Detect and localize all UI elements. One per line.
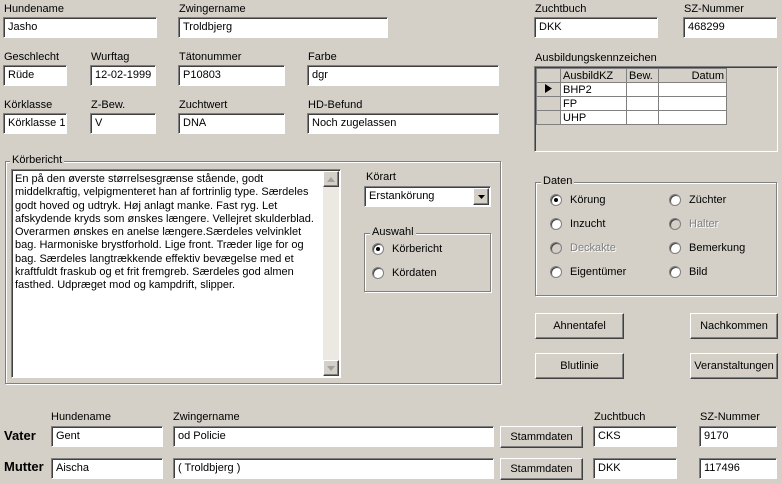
blutlinie-button[interactable]: Blutlinie [535,353,624,379]
daten-option-zuechter[interactable] [669,194,726,206]
ausbildung-title: Ausbildungskennzeichen [535,52,657,64]
ausbildung-grid[interactable] [534,66,778,152]
grid-cell-bew[interactable] [627,111,659,125]
radio-label: Bemerkung [689,242,746,254]
parent-zuchtbuch-label: Zuchtbuch [594,411,646,423]
daten-option-deckakte [550,242,616,254]
koerart-value: Erstankörung [369,190,435,202]
mutter-sz-nummer-field[interactable]: 117496 [699,458,777,479]
z-bew-field[interactable]: V [90,113,156,134]
hundename-label: Hundename [4,3,64,15]
radio-label: Eigentümer [570,266,627,278]
chevron-down-icon[interactable] [473,188,489,205]
daten-option-eigentuemer[interactable] [550,266,626,278]
hd-befund-field[interactable]: Noch zugelassen [307,113,499,134]
grid-header-bew[interactable]: Bew. [627,69,659,83]
vater-hundename-field[interactable]: Gent [51,426,163,447]
vater-zuchtbuch-field[interactable]: CKS [593,426,677,447]
radio-label: Deckakte [570,242,616,254]
parent-hundename-label: Hundename [51,411,111,423]
grid-cell-kz[interactable]: FP [561,97,627,111]
table-row[interactable] [537,97,727,111]
vater-zwingername-field[interactable]: od Policie [173,426,494,447]
scrollbar[interactable] [323,171,339,376]
auswahl-group [364,233,491,292]
scroll-down-icon[interactable] [323,360,339,376]
radio-label: Körbericht [392,243,443,255]
koerklasse-label: Körklasse [4,99,53,111]
wurftag-field[interactable]: 12-02-1999 [90,65,156,86]
grid-cell-datum[interactable] [659,83,727,97]
zuchtbuch-field[interactable]: DKK [534,17,658,38]
zwingername-field[interactable]: Troldbjerg [178,17,388,38]
daten-option-koerung[interactable] [550,194,605,206]
hd-befund-label: HD-Befund [308,99,363,111]
daten-title: Daten [543,175,573,187]
radio-checked-icon[interactable] [372,243,384,255]
veranstaltungen-button[interactable]: Veranstaltungen [690,353,778,379]
wurftag-label: Wurftag [91,51,130,63]
parent-sz-nummer-label: SZ-Nummer [700,411,760,423]
radio-icon [550,242,562,254]
radio-label: Körung [570,194,606,206]
radio-label: Züchter [689,194,727,206]
grid-header-kz[interactable]: AusbildKZ [561,69,627,83]
table-row[interactable] [537,83,727,97]
radio-label: Kördaten [392,267,437,279]
grid-corner [537,69,561,83]
farbe-field[interactable]: dgr [307,65,499,86]
row-selector[interactable] [537,111,561,125]
vater-stammdaten-button[interactable]: Stammdaten [500,426,583,448]
zuchtwert-field[interactable]: DNA [178,113,285,134]
mutter-zuchtbuch-field[interactable]: DKK [593,458,677,479]
radio-label: Inzucht [570,218,606,230]
radio-icon[interactable] [669,242,681,254]
grid-cell-kz[interactable]: UHP [561,111,627,125]
auswahl-option-koerdaten[interactable] [372,267,437,279]
koerbericht-textarea[interactable] [11,169,341,378]
daten-option-halter [669,218,718,230]
row-pointer-icon [537,83,561,97]
koerart-select[interactable] [364,186,491,207]
daten-option-inzucht[interactable] [550,218,605,230]
grid-header-datum[interactable]: Datum [659,69,727,83]
grid-cell-datum[interactable] [659,97,727,111]
table-row[interactable] [537,111,727,125]
radio-label: Bild [689,266,708,278]
radio-label: Halter [689,218,719,230]
daten-option-bemerkung[interactable] [669,242,745,254]
auswahl-option-koerbericht[interactable] [372,243,442,255]
radio-icon[interactable] [372,267,384,279]
auswahl-title: Auswahl [372,226,414,238]
parent-zwingername-label: Zwingername [173,411,240,423]
farbe-label: Farbe [308,51,337,63]
nachkommen-button[interactable]: Nachkommen [690,313,778,339]
z-bew-label: Z-Bew. [91,99,126,111]
radio-icon[interactable] [550,266,562,278]
mutter-zwingername-field[interactable]: ( Troldbjerg ) [173,458,494,479]
sz-nummer-field[interactable]: 468299 [683,17,777,38]
grid-cell-datum[interactable] [659,111,727,125]
taetonummer-label: Tätonummer [179,51,242,63]
koerart-label: Körart [366,171,396,183]
ahnentafel-button[interactable]: Ahnentafel [535,313,624,339]
grid-cell-bew[interactable] [627,83,659,97]
zwingername-label: Zwingername [179,3,246,15]
radio-icon[interactable] [669,194,681,206]
radio-checked-icon[interactable] [550,194,562,206]
mutter-stammdaten-button[interactable]: Stammdaten [500,458,583,480]
mutter-label: Mutter [4,459,44,474]
koerklasse-field[interactable]: Körklasse 1 [3,113,67,134]
scroll-up-icon[interactable] [323,171,339,187]
radio-icon[interactable] [669,266,681,278]
taetonummer-field[interactable]: P10803 [178,65,285,86]
hundename-field[interactable]: Jasho [3,17,157,38]
vater-label: Vater [4,428,36,443]
daten-option-bild[interactable] [669,266,707,278]
geschlecht-label: Geschlecht [4,51,60,63]
zuchtwert-label: Zuchtwert [179,99,228,111]
vater-sz-nummer-field[interactable]: 9170 [699,426,777,447]
geschlecht-field[interactable]: Rüde [3,65,67,86]
mutter-hundename-field[interactable]: Aischa [51,458,163,479]
row-selector[interactable] [537,97,561,111]
radio-icon[interactable] [550,218,562,230]
koerbericht-text: En på den øverste størrelsesgrænse stående, godt middelkraftig, velpigmenteret han af fortrinlig type. Særdeles godt hoved og udtryk. Høj anlagt manke. Fast ryg. Let afskydende kryds som ønskes længere. Vellejret skulderblad. Overarmen ønskes en anelse længere.Særdeles velvinklet bag. Harmoniske brystforhold. Lige front. Træder lige for og bag. Særdeles langtrækkende effektiv bevægelse med et kraftfuldt fraskub og et frit fremgreb. Særdeles god almen fasthed. Udpræget mod og kampdrift, slipper. [15,173,314,292]
zuchtbuch-label: Zuchtbuch [535,3,587,15]
grid-cell-kz[interactable]: BHP2 [561,83,627,97]
radio-icon [669,218,681,230]
koerbericht-title: Körbericht [12,154,63,166]
sz-nummer-label: SZ-Nummer [684,3,744,15]
grid-cell-bew[interactable] [627,97,659,111]
